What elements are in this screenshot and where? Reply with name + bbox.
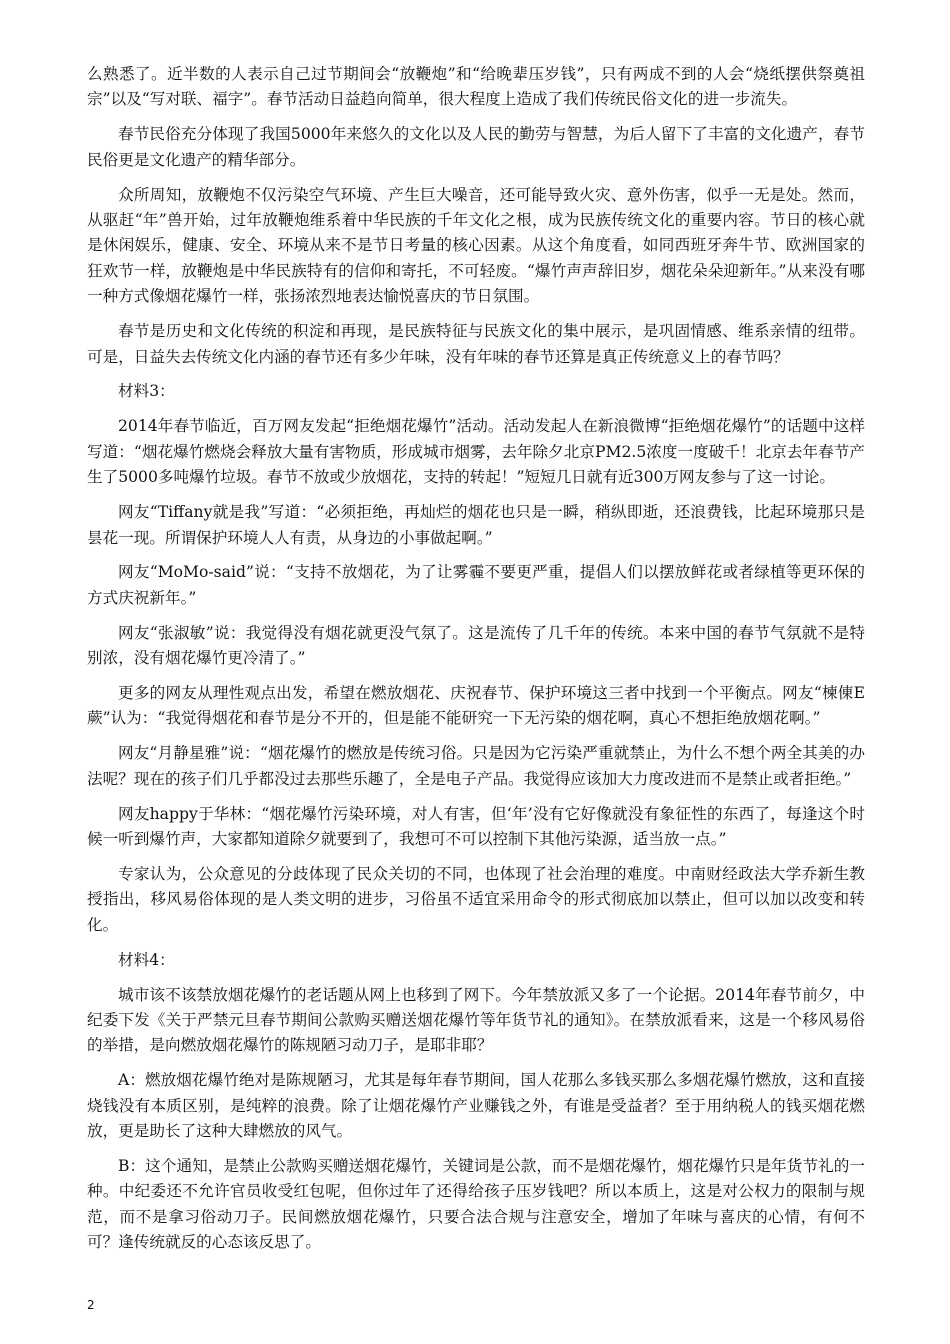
paragraph-folk-heritage: 春节民俗充分体现了我国5000年来悠久的文化以及人民的勤劳与智慧，为后人留下了丰富的文化遗产，春节民俗更是文化遗产的精华部分。	[87, 125, 865, 169]
paragraph-weibo-campaign: 2014年春节临近，百万网友发起“拒绝烟花爆竹”活动。活动发起人在新浪微博“拒绝烟花爆竹”的话题中这样写道：“烟花爆竹燃烧会释放大量有害物质，形成城市烟雾，去年除夕北京PM2.5浓度一度破千！北京去年春节产生了5000多吨爆竹垃圾。春节不放或少放烟花，支持的转起！”短短几日就有近300万网友参与了这一讨论。	[87, 417, 865, 487]
paragraph-netizen-momo: 网友“MoMo-said”说：“支持不放烟花，为了让雾霾不要更严重，提倡人们以摆放鲜花或者绿植等更环保的方式庆祝新年。”	[87, 563, 865, 607]
page-number: 2	[87, 1298, 95, 1312]
paragraph-view-a: A：燃放烟花爆竹绝对是陈规陋习，尤其是每年春节期间，国人花那么多钱买那么多烟花爆竹燃放，这和直接烧钱没有本质区别，是纯粹的浪费。除了让烟花爆竹产业赚钱之外，有谁是受益者？至于用纳税人的钱买烟花燃放，更是助长了这种大肆燃放的风气。	[87, 1071, 865, 1141]
paragraph-continued-survey: 么熟悉了。近半数的人表示自己过节期间会“放鞭炮”和“给晚辈压岁钱”，只有两成不到的人会“烧纸摆供祭奠祖宗”以及“写对联、福字”。春节活动日益趋向简单，很大程度上造成了我们传统民俗文化的进一步流失。	[87, 65, 865, 109]
paragraph-netizen-yuejing: 网友“月静星雅”说：“烟花爆竹的燃放是传统习俗。只是因为它污染严重就禁止，为什么不想个两全其美的办法呢？现在的孩子们几乎都没过去那些乐趣了，全是电子产品。我觉得应该加大力度改进而不是禁止或者拒绝。”	[87, 744, 865, 788]
paragraph-firecracker-culture: 众所周知，放鞭炮不仅污染空气环境、产生巨大噪音，还可能导致火灾、意外伤害，似乎一无是处。然而，从驱赶“年”兽开始，过年放鞭炮维系着中华民族的千年文化之根，成为民族传统文化的重要内容。节日的核心就是休闲娱乐，健康、安全、环境从来不是节日考量的核心因素。从这个角度看，如同西班牙奔牛节、欧洲国家的狂欢节一样，放鞭炮是中华民族特有的信仰和寄托，不可轻废。“爆竹声声辞旧岁，烟花朵朵迎新年。”从来没有哪一种方式像烟花爆竹一样，张扬浓烈地表达愉悦喜庆的节日氛围。	[87, 185, 865, 306]
material-4-heading: 材料4：	[118, 950, 175, 969]
paragraph-netizen-tiffany: 网友“Tiffany就是我”写道：“必须拒绝，再灿烂的烟花也只是一瞬，稍纵即逝，还浪费钱，比起环境那只是昙花一现。所谓保护环境人人有责，从身边的小事做起啊。”	[87, 503, 865, 547]
paragraph-netizen-zhang: 网友“张淑敏”说：我觉得没有烟花就更没气氛了。这是流传了几千年的传统。本来中国的春节气氛就不是特别浓，没有烟花爆竹更冷清了。”	[87, 623, 865, 668]
paragraph-netizen-happy: 网友happy于华林：“烟花爆竹污染环境，对人有害，但‘年’没有它好像就没有象征性的东西了，每逢这个时候一听到爆竹声，大家都知道除夕就要到了，我想可不可以控制下其他污染源，适当放一点。”	[87, 804, 865, 849]
paragraph-ban-debate: 城市该不该禁放烟花爆竹的老话题从网上也移到了网下。今年禁放派又多了一个论据。2014年春节前夕，中纪委下发《关于严禁元旦春节期间公款购买赠送烟花爆竹等年货节礼的通知》。在禁放派看来，这是一个移风易俗的举措，是向燃放烟花爆竹的陈规陋习动刀子，是耶非耶？	[87, 985, 865, 1055]
paragraph-balance-view: 更多的网友从理性观点出发，希望在燃放烟花、庆祝春节、保护环境这三者中找到一个平衡点。网友“楝倲E蕨”认为：“我觉得烟花和春节是分不开的，但是能不能研究一下无污染的烟花啊，真心不想拒绝放烟花啊。”	[87, 684, 865, 728]
document-body	[87, 62, 865, 1265]
paragraph-expert-view: 专家认为，公众意见的分歧体现了民众关切的不同，也体现了社会治理的难度。中南财经政法大学乔新生教授指出，移风易俗体现的是人类文明的进步，习俗虽不适宜采用命令的形式彻底加以禁止，但可以加以改变和转化。	[87, 864, 865, 934]
material-3-heading: 材料3：	[118, 382, 175, 401]
paragraph-festival-meaning: 春节是历史和文化传统的积淀和再现，是民族特征与民族文化的集中展示，是巩固情感、维系亲情的纽带。可是，日益失去传统文化内涵的春节还有多少年味，没有年味的春节还算是真正传统意义上的春节吗？	[87, 322, 865, 366]
paragraph-view-b: B：这个通知，是禁止公款购买赠送烟花爆竹，关键词是公款，而不是烟花爆竹，烟花爆竹只是年货节礼的一种。中纪委还不允许官员收受红包呢，但你过年了还得给孩子压岁钱吧？所以本质上，这是对公权力的限制与规范，而不是拿习俗动刀子。民间燃放烟花爆竹，只要合法合规与注意安全，增加了年味与喜庆的心情，有何不可？逢传统就反的心态该反思了。	[87, 1157, 865, 1252]
